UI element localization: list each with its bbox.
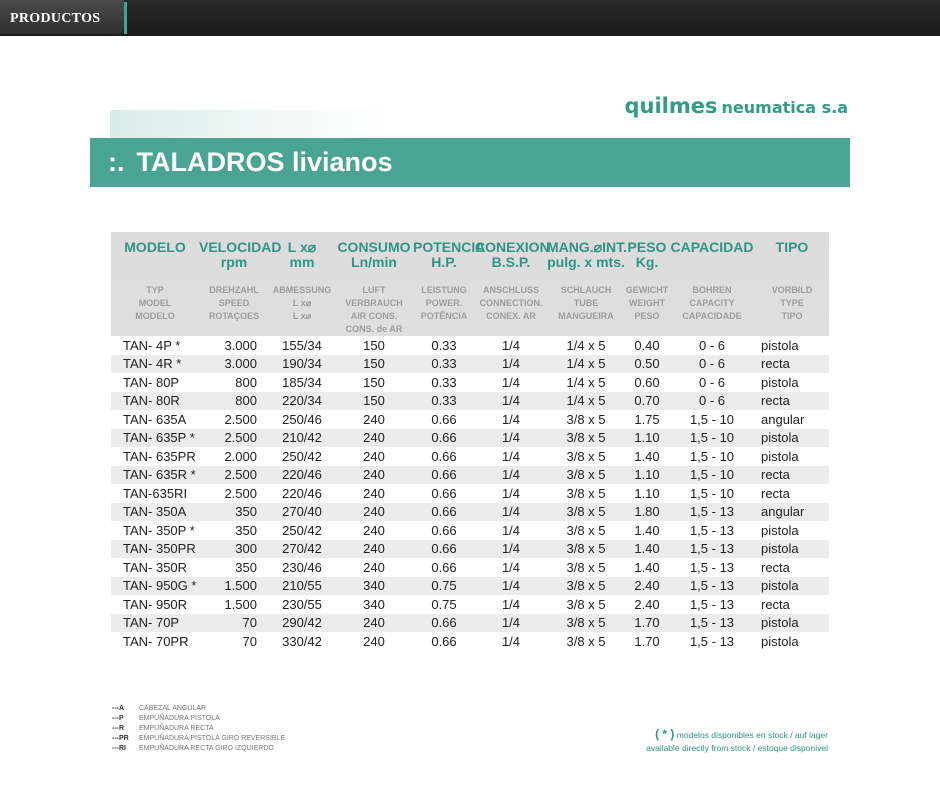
column-header: CONEXION B.S.P. (475, 239, 550, 270)
stock-note (646, 728, 828, 755)
legend-code: ---R (112, 725, 125, 732)
cell-cons: 240 (335, 632, 413, 651)
cell-vel: 350 (199, 521, 269, 540)
cell-cap: 1,5 - 10 (669, 484, 755, 503)
cell-pot: 0.75 (413, 595, 475, 614)
cell-model: TAN- 635P * (111, 429, 199, 448)
legend-code: ---A (112, 705, 125, 712)
cell-peso: 1.40 (625, 558, 669, 577)
cell-con: 1/4 (475, 595, 547, 614)
cell-pot: 0.66 (413, 540, 475, 559)
stock-mark: ( * ) (655, 727, 675, 741)
table-row (111, 595, 829, 614)
brand-name-rest: neumatica s.a (721, 98, 848, 117)
column-header: PESO Kg. (627, 239, 667, 270)
cell-cons: 150 (335, 355, 413, 374)
cell-cap: 1,5 - 10 (669, 466, 755, 485)
cell-cap: 1,5 - 10 (669, 429, 755, 448)
cell-dim: 230/46 (269, 558, 335, 577)
cell-mang: 3/8 x 5 (547, 410, 625, 429)
cell-pot: 0.33 (413, 392, 475, 411)
cell-dim: 185/34 (269, 373, 335, 392)
column-header: MODELO (124, 239, 186, 255)
column-subheader: ANSCHLUSS CONNECTION. CONEX. AR (479, 285, 543, 321)
cell-model: TAN- 350PR (111, 540, 199, 559)
section-title-prefix: :. (108, 147, 125, 177)
table-row (111, 410, 829, 429)
cell-mang: 3/8 x 5 (547, 429, 625, 448)
cell-mang: 3/8 x 5 (547, 595, 625, 614)
cell-model: TAN- 635A (111, 410, 199, 429)
table-row (111, 577, 829, 596)
cell-con: 1/4 (475, 503, 547, 522)
cell-con: 1/4 (475, 355, 547, 374)
section-header-band (90, 138, 850, 187)
cell-pot: 0.66 (413, 466, 475, 485)
legend-text: EMPUÑADURA RECTA GIRO IZQUIERDO (139, 745, 274, 752)
cell-cons: 240 (335, 466, 413, 485)
column-subheader: DREHZAHL SPEED ROTAÇOES (208, 285, 260, 321)
cell-vel: 1.500 (199, 595, 269, 614)
legend-item (112, 744, 412, 754)
cell-peso: 1.40 (625, 540, 669, 559)
cell-con: 1/4 (475, 373, 547, 392)
cell-peso: 1.40 (625, 521, 669, 540)
cell-tipo: pistola (755, 577, 829, 596)
cell-mang: 1/4 x 5 (547, 373, 625, 392)
cell-cons: 240 (335, 447, 413, 466)
cell-con: 1/4 (475, 540, 547, 559)
cell-tipo: angular (755, 410, 829, 429)
cell-mang: 1/4 x 5 (547, 392, 625, 411)
cell-peso: 2.40 (625, 577, 669, 596)
cell-tipo: angular (755, 503, 829, 522)
cell-vel: 2.500 (199, 429, 269, 448)
cell-cap: 1,5 - 13 (669, 577, 755, 596)
cell-cap: 1,5 - 13 (669, 632, 755, 651)
cell-pot: 0.33 (413, 336, 475, 355)
cell-cap: 0 - 6 (669, 373, 755, 392)
cell-peso: 1.75 (625, 410, 669, 429)
cell-vel: 3.000 (199, 336, 269, 355)
cell-model: TAN- 635PR (111, 447, 199, 466)
cell-dim: 230/55 (269, 595, 335, 614)
cell-cons: 150 (335, 373, 413, 392)
cell-model: TAN- 950G * (111, 577, 199, 596)
cell-mang: 3/8 x 5 (547, 632, 625, 651)
legend-text: EMPUÑADURA RECTA (139, 725, 214, 732)
cell-cons: 240 (335, 484, 413, 503)
legend-text: CABEZAL ANGULAR (139, 705, 207, 712)
header-fade-decoration (110, 110, 390, 138)
column-subheader: VORBILD TYPE TIPO (771, 285, 813, 321)
table-row (111, 355, 829, 374)
column-subheader: LUFT VERBRAUCH AIR CONS. CONS. de AR (345, 285, 403, 334)
cell-con: 1/4 (475, 632, 547, 651)
cell-tipo: recta (755, 484, 829, 503)
cell-cons: 240 (335, 429, 413, 448)
column-subheader: GEWICHT WEIGHT PESO (625, 285, 669, 321)
cell-dim: 270/42 (269, 540, 335, 559)
table-row (111, 632, 829, 651)
cell-con: 1/4 (475, 484, 547, 503)
column-header: POTENCIA H.P. (413, 239, 486, 270)
cell-vel: 3.000 (199, 355, 269, 374)
column-header: MANG.⌀INT. pulg. x mts. (547, 239, 627, 270)
cell-dim: 155/34 (269, 336, 335, 355)
cell-cap: 1,5 - 13 (669, 540, 755, 559)
cell-tipo: pistola (755, 632, 829, 651)
table-row (111, 429, 829, 448)
cell-con: 1/4 (475, 466, 547, 485)
section-title (108, 147, 393, 178)
legend-item (112, 734, 412, 744)
cell-cons: 240 (335, 410, 413, 429)
cell-mang: 3/8 x 5 (547, 540, 625, 559)
cell-cap: 1,5 - 13 (669, 558, 755, 577)
cell-model: TAN- 4R * (111, 355, 199, 374)
cell-peso: 1.70 (625, 632, 669, 651)
cell-pot: 0.33 (413, 373, 475, 392)
table-row (111, 540, 829, 559)
cell-peso: 2.40 (625, 595, 669, 614)
table-row (111, 484, 829, 503)
top-nav-bar (0, 0, 940, 36)
cell-tipo: recta (755, 558, 829, 577)
cell-dim: 330/42 (269, 632, 335, 651)
stock-note-text1: modelos disponibles en stock / auf lager (674, 730, 828, 740)
cell-model: TAN- 635R * (111, 466, 199, 485)
column-subheader: ABMESSUNG L x⌀ L x⌀ (272, 285, 332, 321)
column-header: TIPO (775, 239, 809, 255)
cell-tipo: pistola (755, 614, 829, 633)
cell-peso: 1.40 (625, 447, 669, 466)
column-subheader: LEISTUNG POWER. POTÊNCIA (420, 285, 468, 321)
cell-model: TAN- 950R (111, 595, 199, 614)
cell-vel: 800 (199, 373, 269, 392)
cell-vel: 800 (199, 392, 269, 411)
legend (112, 704, 412, 754)
cell-tipo: recta (755, 595, 829, 614)
cell-con: 1/4 (475, 577, 547, 596)
cell-pot: 0.66 (413, 447, 475, 466)
cell-model: TAN- 70P (111, 614, 199, 633)
table-row (111, 466, 829, 485)
cell-cap: 0 - 6 (669, 336, 755, 355)
cell-pot: 0.66 (413, 484, 475, 503)
cell-dim: 290/42 (269, 614, 335, 633)
cell-peso: 0.50 (625, 355, 669, 374)
cell-cons: 150 (335, 336, 413, 355)
cell-model: TAN- 350P * (111, 521, 199, 540)
column-subheader: BOHREN CAPACITY CAPACIDADE (682, 285, 742, 321)
cell-pot: 0.66 (413, 614, 475, 633)
legend-code: ---PR (112, 735, 129, 742)
cell-cons: 240 (335, 558, 413, 577)
cell-peso: 1.10 (625, 429, 669, 448)
cell-model: TAN- 350R (111, 558, 199, 577)
table-row (111, 392, 829, 411)
cell-mang: 3/8 x 5 (547, 466, 625, 485)
cell-con: 1/4 (475, 558, 547, 577)
table-row (111, 373, 829, 392)
cell-tipo: pistola (755, 429, 829, 448)
cell-cons: 240 (335, 614, 413, 633)
cell-cons: 240 (335, 540, 413, 559)
table-row (111, 558, 829, 577)
cell-vel: 2.500 (199, 466, 269, 485)
cell-pot: 0.66 (413, 410, 475, 429)
cell-tipo: pistola (755, 447, 829, 466)
column-header: VELOCIDAD rpm (199, 239, 282, 270)
cell-dim: 270/40 (269, 503, 335, 522)
brand-name-bold: quilmes (624, 94, 718, 118)
table-row (111, 447, 829, 466)
cell-dim: 210/55 (269, 577, 335, 596)
cell-tipo: pistola (755, 521, 829, 540)
cell-dim: 250/42 (269, 521, 335, 540)
legend-item (112, 704, 412, 714)
cell-con: 1/4 (475, 336, 547, 355)
cell-vel: 1.500 (199, 577, 269, 596)
cell-tipo: pistola (755, 336, 829, 355)
section-title-text: TALADROS livianos (136, 147, 393, 177)
cell-pot: 0.75 (413, 577, 475, 596)
cell-vel: 70 (199, 614, 269, 633)
cell-dim: 250/46 (269, 410, 335, 429)
cell-pot: 0.66 (413, 429, 475, 448)
table-row (111, 503, 829, 522)
cell-mang: 3/8 x 5 (547, 503, 625, 522)
cell-pot: 0.66 (413, 632, 475, 651)
table-row (111, 614, 829, 633)
cell-pot: 0.66 (413, 521, 475, 540)
nav-tab-label: PRODUCTOS (10, 11, 101, 26)
cell-dim: 190/34 (269, 355, 335, 374)
legend-text: EMPUÑADURA PISTOLA (139, 715, 220, 722)
cell-cap: 1,5 - 13 (669, 614, 755, 633)
cell-con: 1/4 (475, 429, 547, 448)
cell-tipo: recta (755, 392, 829, 411)
cell-vel: 300 (199, 540, 269, 559)
cell-mang: 3/8 x 5 (547, 577, 625, 596)
brand-logo (625, 94, 849, 118)
cell-cap: 0 - 6 (669, 392, 755, 411)
column-header: L x⌀ mm (287, 239, 317, 270)
cell-vel: 350 (199, 503, 269, 522)
cell-peso: 0.70 (625, 392, 669, 411)
cell-cap: 0 - 6 (669, 355, 755, 374)
cell-con: 1/4 (475, 614, 547, 633)
cell-mang: 3/8 x 5 (547, 521, 625, 540)
cell-mang: 1/4 x 5 (547, 355, 625, 374)
cell-cap: 1,5 - 10 (669, 447, 755, 466)
cell-tipo: recta (755, 466, 829, 485)
cell-vel: 2.500 (199, 484, 269, 503)
cell-cons: 240 (335, 521, 413, 540)
nav-tab-productos[interactable] (0, 0, 124, 34)
cell-peso: 1.10 (625, 484, 669, 503)
cell-dim: 220/46 (269, 484, 335, 503)
cell-con: 1/4 (475, 447, 547, 466)
cell-pot: 0.33 (413, 355, 475, 374)
column-header: CONSUMO Ln/min (337, 239, 411, 270)
cell-model: TAN- 4P * (111, 336, 199, 355)
cell-model: TAN- 70PR (111, 632, 199, 651)
cell-dim: 220/34 (269, 392, 335, 411)
cell-cons: 340 (335, 577, 413, 596)
cell-cons: 340 (335, 595, 413, 614)
legend-text: EMPUÑADURA PISTOLA GIRO REVERSIBLE (139, 735, 286, 742)
table-row (111, 336, 829, 355)
cell-dim: 220/46 (269, 466, 335, 485)
cell-con: 1/4 (475, 410, 547, 429)
cell-mang: 3/8 x 5 (547, 447, 625, 466)
column-subheader: SCHLAUCH TUBE MANGUEIRA (558, 285, 614, 321)
cell-tipo: pistola (755, 540, 829, 559)
legend-item (112, 714, 412, 724)
cell-vel: 350 (199, 558, 269, 577)
cell-con: 1/4 (475, 521, 547, 540)
column-subheader: TYP MODEL MODELO (135, 285, 175, 321)
table-row (111, 521, 829, 540)
cell-tipo: pistola (755, 373, 829, 392)
cell-cap: 1,5 - 13 (669, 595, 755, 614)
cell-cons: 240 (335, 503, 413, 522)
cell-cons: 150 (335, 392, 413, 411)
cell-mang: 3/8 x 5 (547, 558, 625, 577)
cell-cap: 1,5 - 13 (669, 503, 755, 522)
legend-code: ---P (112, 715, 124, 722)
cell-model: TAN-635RI (111, 484, 199, 503)
cell-mang: 3/8 x 5 (547, 614, 625, 633)
stock-note-line1 (646, 728, 828, 742)
stock-note-text2: available directly from stock / estoque disponivel (646, 743, 828, 753)
legend-item (112, 724, 412, 734)
cell-cap: 1,5 - 10 (669, 410, 755, 429)
cell-model: TAN- 80R (111, 392, 199, 411)
cell-model: TAN- 350A (111, 503, 199, 522)
cell-peso: 1.80 (625, 503, 669, 522)
cell-con: 1/4 (475, 392, 547, 411)
cell-vel: 70 (199, 632, 269, 651)
cell-tipo: recta (755, 355, 829, 374)
legend-code: ---RI (112, 745, 126, 752)
column-header: CAPACIDAD (670, 239, 754, 255)
spec-table (111, 240, 829, 651)
cell-pot: 0.66 (413, 558, 475, 577)
cell-model: TAN- 80P (111, 373, 199, 392)
cell-dim: 210/42 (269, 429, 335, 448)
tab-accent-divider (124, 2, 127, 34)
cell-peso: 0.40 (625, 336, 669, 355)
cell-peso: 1.10 (625, 466, 669, 485)
cell-vel: 2.000 (199, 447, 269, 466)
cell-dim: 250/42 (269, 447, 335, 466)
cell-vel: 2.500 (199, 410, 269, 429)
cell-peso: 1.70 (625, 614, 669, 633)
cell-cap: 1,5 - 13 (669, 521, 755, 540)
cell-peso: 0.60 (625, 373, 669, 392)
cell-mang: 1/4 x 5 (547, 336, 625, 355)
cell-pot: 0.66 (413, 503, 475, 522)
cell-mang: 3/8 x 5 (547, 484, 625, 503)
